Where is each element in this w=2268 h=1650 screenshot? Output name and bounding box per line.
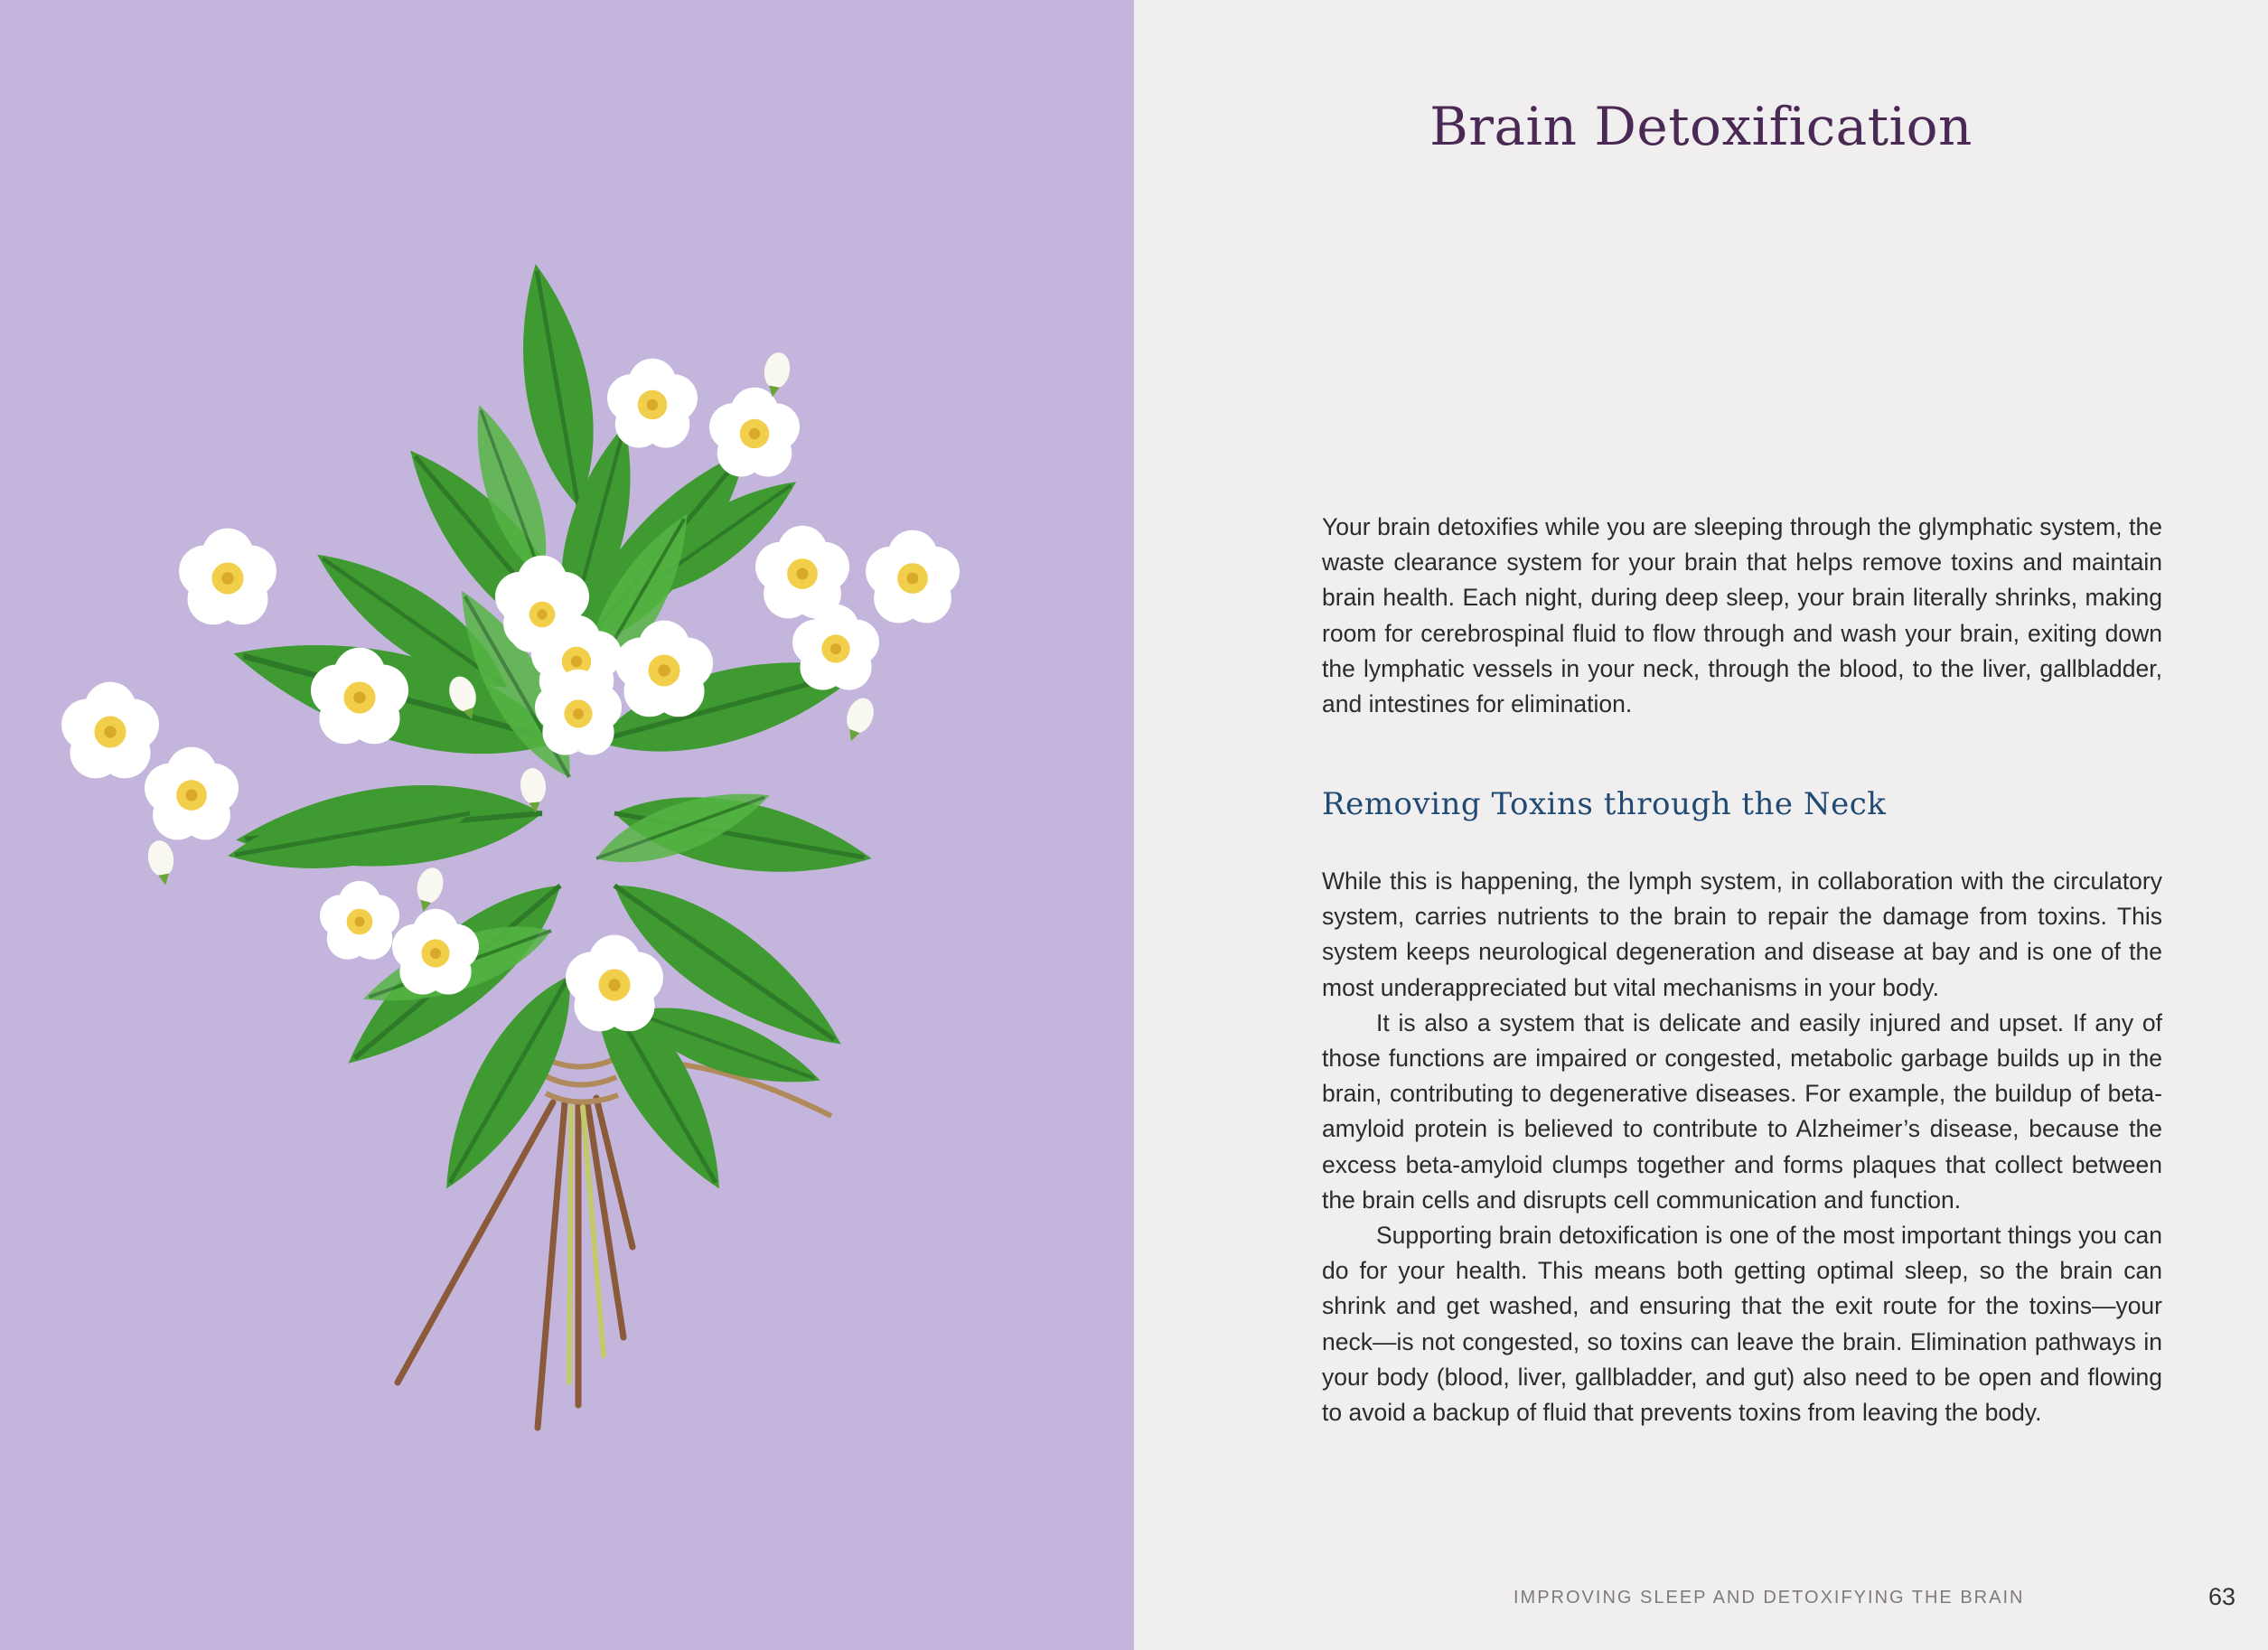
- page-number: 63: [2207, 1583, 2235, 1610]
- intro-paragraph: Your brain detoxifies while you are sleeping through the glymphatic system, the waste clearance system for your brain that helps remove toxins and maintain brain health. Each night, during deep sleep, your brain literally shrinks, making room for cerebrospinal fluid to flow through and wash your brain, exiting down the lymphatic vessels in your neck, through the blood, to the liver, gallbladder, and intestines for elimination.: [1322, 513, 2162, 718]
- running-footer: IMPROVING SLEEP AND DETOXIFYING THE BRAIN: [1514, 1588, 2025, 1608]
- section-body: [1322, 864, 2162, 1430]
- body-paragraph: While this is happening, the lymph system, in collaboration with the circulatory system, carries nutrients to the brain to repair the damage from toxins. This system keeps neurological degeneration and disease at bay and is one of the most underappreciated but vital mechanisms in your body.: [1322, 867, 2162, 1001]
- body-paragraph: It is also a system that is delicate and easily injured and upset. If any of those functions are impaired or congested, metabolic garbage builds up in the brain, contributing to degenerative diseases. For example, the buildup of beta-amyloid protein is believed to contribute to Alzheimer’s disease, because the excess beta-amyloid clumps together and forms plaques that collect between the brain cells and disrupts cell communication and function.: [1322, 1008, 2162, 1214]
- body-paragraph: Supporting brain detoxification is one of the most important things you can do for your health. This means both getting optimal sleep, so the brain can shrink and get washed, and ensuring that the exit route for the toxins—your neck—is not congested, so toxins can leave the brain. Elimination pathways in your body (blood, liver, gallbladder, and gut) also need to be open and flowing to avoid a backup of fluid that prevents toxins from leaving the body.: [1322, 1222, 2162, 1427]
- section-heading: Removing Toxins through the Neck: [1322, 786, 1887, 822]
- intro-text: [1322, 510, 2162, 722]
- page-title: Brain Detoxification: [1429, 96, 1973, 157]
